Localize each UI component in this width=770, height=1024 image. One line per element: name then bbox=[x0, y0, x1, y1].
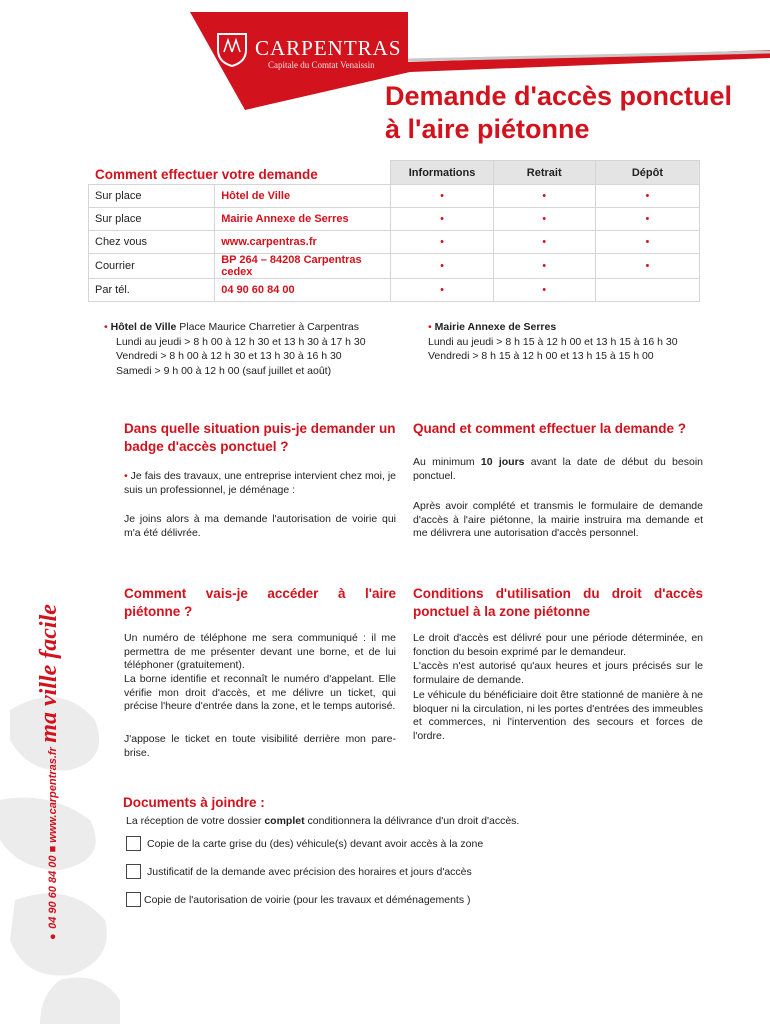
row-mode: Sur place bbox=[89, 208, 215, 231]
conditions-paragraph-3: Le véhicule du bénéficiaire doit être stationné de manière à ne bloquer ni la circulation, ni les portes d'entrées des immeubles et commerces, ni l'intervention des secours et forces de l'ordre. bbox=[413, 689, 703, 742]
row-mark: • bbox=[391, 185, 493, 208]
row-mark bbox=[595, 279, 699, 302]
website-link[interactable]: www.carpentras.fr bbox=[215, 231, 391, 254]
row-mode: Sur place bbox=[89, 185, 215, 208]
comment-paragraph-1: Un numéro de téléphone me sera communiqué : il me permettra de me présenter devant une borne, et de lui téléphoner (gratuitement). bbox=[124, 632, 396, 671]
document-label: Copie de l'autorisation de voirie (pour les travaux et déménagements ) bbox=[144, 893, 471, 906]
annexe-name: Mairie Annexe de Serres bbox=[434, 321, 557, 333]
document-item bbox=[126, 864, 472, 879]
column-header-retrait: Retrait bbox=[493, 161, 595, 185]
document-label: Copie de la carte grise du (des) véhicule(s) devant avoir accès à la zone bbox=[147, 837, 484, 850]
phone-link[interactable]: 04 90 60 84 00 bbox=[215, 279, 391, 302]
row-mark: • bbox=[595, 208, 699, 231]
row-mark: • bbox=[493, 185, 595, 208]
document-checkbox[interactable] bbox=[126, 892, 141, 907]
table-row bbox=[89, 231, 700, 254]
bullet: • bbox=[104, 321, 108, 333]
row-mark: • bbox=[595, 254, 699, 279]
row-mark: • bbox=[391, 231, 493, 254]
logo-name: CARPENTRAS bbox=[255, 36, 402, 60]
hours-line: Vendredi > 8 h 00 à 12 h 30 et 13 h 30 à 16 h 30 bbox=[116, 350, 342, 362]
document-checkbox[interactable] bbox=[126, 864, 141, 879]
hours-line: Lundi au jeudi > 8 h 15 à 12 h 00 et 13 h 15 à 16 h 30 bbox=[428, 335, 678, 348]
comment-paragraph-2: La borne identifie et reconnaît le numéro d'appelant. Elle vérifie mon droit d'accès, et me délivre un ticket, qui précise l'heure d'entrée dans la zone, et le temps autorisé. bbox=[124, 673, 396, 712]
document-checkbox[interactable] bbox=[126, 836, 141, 851]
situation-title: Dans quelle situation puis-je demander un badge d'accès ponctuel ? bbox=[124, 421, 396, 454]
column-header-informations: Informations bbox=[391, 161, 493, 185]
row-mark: • bbox=[391, 208, 493, 231]
row-mark: • bbox=[493, 279, 595, 302]
row-mark: • bbox=[493, 254, 595, 279]
table-row bbox=[89, 208, 700, 231]
title-line-1: Demande d'accès ponctuel bbox=[385, 81, 733, 111]
hours-line: Vendredi > 8 h 15 à 12 h 00 et 13 h 15 à 15 h 00 bbox=[428, 350, 654, 362]
row-mark: • bbox=[595, 185, 699, 208]
title-line-2: à l'aire piétonne bbox=[385, 114, 590, 144]
comment-paragraph-3: J'appose le ticket en toute visibilité derrière mon pare-brise. bbox=[124, 733, 396, 759]
side-slogan: ma ville facile bbox=[36, 604, 62, 743]
table-row bbox=[89, 254, 700, 279]
bullet: • bbox=[124, 470, 128, 482]
documents-title: Documents à joindre : bbox=[123, 795, 265, 810]
row-mark: • bbox=[595, 231, 699, 254]
logo-tagline: Capitale du Comtat Venaissin bbox=[268, 60, 375, 70]
row-mark: • bbox=[391, 279, 493, 302]
row-place: Mairie Annexe de Serres bbox=[215, 208, 391, 231]
row-mode: Chez vous bbox=[89, 231, 215, 254]
row-mode: Courrier bbox=[89, 254, 215, 279]
situation-paragraph-2: Je joins alors à ma demande l'autorisation de voirie qui m'a été délivrée. bbox=[124, 513, 396, 539]
document-label: Justificatif de la demande avec précision des horaires et jours d'accès bbox=[147, 865, 472, 878]
row-mark: • bbox=[493, 231, 595, 254]
conditions-paragraph-2: L'accès n'est autorisé qu'aux heures et jours précisés sur le formulaire de demande. bbox=[413, 660, 703, 686]
hours-line: Lundi au jeudi > 8 h 00 à 12 h 30 et 13 h 30 à 17 h 30 bbox=[116, 335, 366, 348]
row-mark: • bbox=[391, 254, 493, 279]
mairie-annexe-hours bbox=[428, 320, 718, 364]
conditions-paragraph-1: Le droit d'accès est délivré pour une période déterminée, en fonction du besoin exprimé par le demandeur. bbox=[413, 632, 703, 658]
side-contact: 04 90 60 84 00 ■ www.carpentras.fr bbox=[47, 747, 59, 929]
phone-icon: ● bbox=[47, 933, 59, 940]
row-place: BP 264 – 84208 Carpentras cedex bbox=[215, 254, 391, 279]
quand-paragraph-1: Au minimum 10 jours avant la date de début du besoin ponctuel. bbox=[413, 456, 703, 482]
table-row bbox=[89, 279, 700, 302]
document-item bbox=[126, 836, 483, 851]
situation-paragraph-1: • Je fais des travaux, une entreprise intervient chez moi, je suis un professionnel, je déménage : bbox=[124, 470, 396, 496]
hours-line: Samedi > 9 h 00 à 12 h 00 (sauf juillet et août) bbox=[116, 364, 332, 377]
row-mark: • bbox=[493, 208, 595, 231]
comment-title-line-1: Comment vais-je accéder à l'aire bbox=[124, 586, 396, 601]
hotel-address: Place Maurice Charretier à Carpentras bbox=[176, 321, 360, 333]
column-header-depot: Dépôt bbox=[595, 161, 699, 185]
hotel-name: Hôtel de Ville bbox=[110, 321, 177, 333]
document-item bbox=[126, 892, 471, 907]
conditions-title: Conditions d'utilisation du droit d'accès ponctuel à la zone piétonne bbox=[413, 586, 703, 619]
row-place: Hôtel de Ville bbox=[215, 185, 391, 208]
row-mode: Par tél. bbox=[89, 279, 215, 302]
quand-title: Quand et comment effectuer la demande ? bbox=[413, 421, 687, 436]
quand-paragraph-2: Après avoir complété et transmis le formulaire de demande d'accès à l'aire piétonne, la mairie instruira ma demande et me délivrera une autorisation d'accès personnel. bbox=[413, 500, 703, 539]
comment-title-line-2: piétonne ? bbox=[124, 604, 193, 619]
hotel-de-ville-hours bbox=[104, 320, 404, 378]
documents-intro: La réception de votre dossier complet conditionnera la délivrance d'un droit d'accès. bbox=[126, 815, 520, 827]
table-row bbox=[89, 185, 700, 208]
bullet: • bbox=[428, 321, 432, 333]
side-slogan-block bbox=[36, 604, 63, 940]
page-title bbox=[385, 80, 732, 146]
carpentras-emblem-icon bbox=[212, 28, 252, 68]
table-heading: Comment effectuer votre demande bbox=[95, 167, 318, 182]
